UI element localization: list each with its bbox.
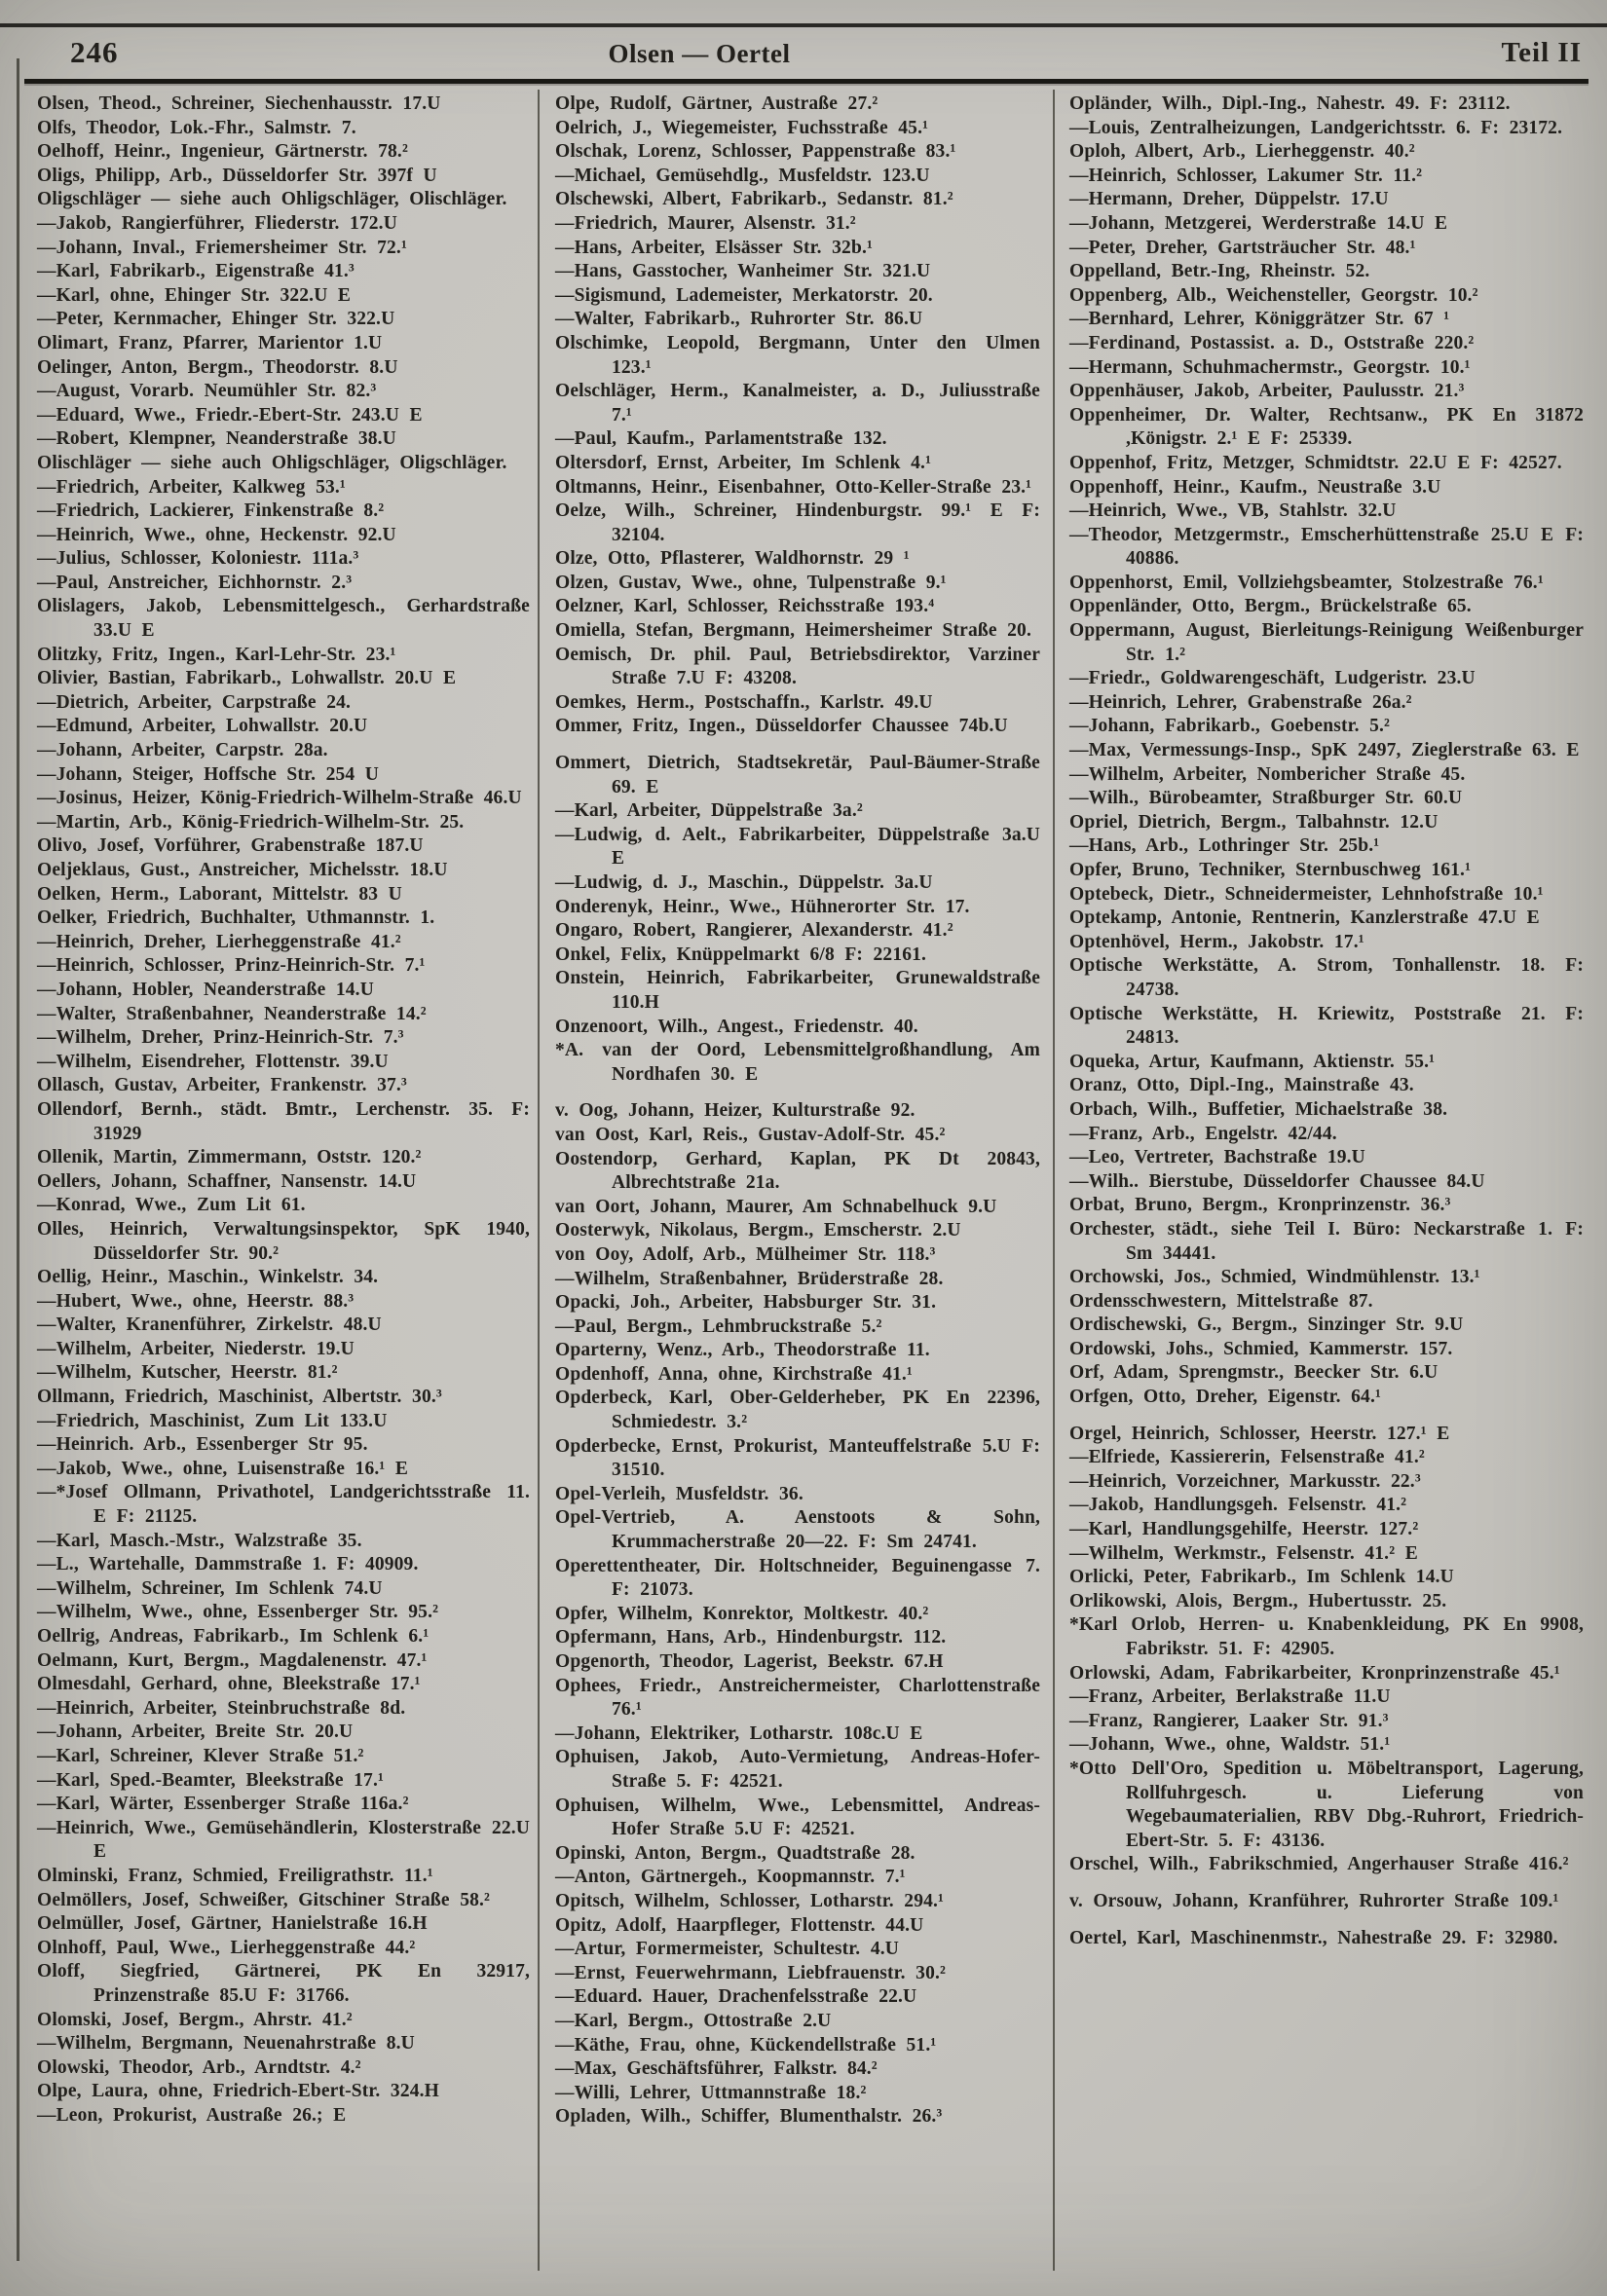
- directory-entry: —Hans, Arbeiter, Elsässer Str. 32b.¹: [555, 237, 873, 258]
- directory-entry: —Jakob, Rangierführer, Fliederstr. 172.U: [37, 212, 397, 234]
- directory-entry: Opderbeck, Karl, Ober-Gelderheber, PK En 22396, Schmiedestr. 3.²: [555, 1388, 1040, 1433]
- directory-entry: —Martin, Arb., König-Friedrich-Wilhelm-Str. 25.: [37, 811, 465, 833]
- directory-entry: Orlicki, Peter, Fabrikarb., Im Schlenk 14.U: [1069, 1567, 1454, 1588]
- directory-entry: Optekamp, Antonie, Rentnerin, Kanzlerstraße 47.U E: [1069, 907, 1540, 929]
- directory-entry: —Jakob, Wwe., ohne, Luisenstraße 16.¹ E: [37, 1458, 409, 1479]
- directory-entry: —Wilhelm, Werkmstr., Felsenstr. 41.² E: [1069, 1542, 1418, 1564]
- directory-entry: —Heinrich, Schlosser, Lakumer Str. 11.²: [1069, 165, 1423, 186]
- directory-entry: Oeljeklaus, Gust., Anstreicher, Michelsstr. 18.U: [37, 860, 448, 880]
- directory-entry: —Hubert, Wwe., ohne, Heerstr. 88.³: [37, 1290, 355, 1312]
- directory-entry: —Heinrich, Arbeiter, Steinbruchstraße 8d.: [37, 1697, 406, 1719]
- directory-entry: Olomski, Josef, Bergm., Ahrstr. 41.²: [37, 2009, 353, 2030]
- directory-entry: —Johann, Elektriker, Lotharstr. 108c.U E: [555, 1722, 923, 1744]
- directory-entry: —August, Vorarb. Neumühler Str. 82.³: [37, 381, 377, 402]
- directory-entry: Orgel, Heinrich, Schlosser, Heerstr. 127.¹ E: [1069, 1423, 1450, 1444]
- directory-entry: —Franz, Arb., Engelstr. 42/44.: [1069, 1123, 1337, 1144]
- directory-entry: —Heinrich, Lehrer, Grabenstraße 26a.²: [1069, 691, 1412, 713]
- directory-entry: von Ooy, Adolf, Arb., Mülheimer Str. 118.³: [555, 1243, 936, 1265]
- directory-entry: —Anton, Gärtnergeh., Koopmannstr. 7.¹: [555, 1867, 906, 1888]
- directory-entry: Oertel, Karl, Maschinenmstr., Nahestraße 29. F: 32980.: [1069, 1927, 1558, 1948]
- directory-entry: Oltersdorf, Ernst, Arbeiter, Im Schlenk 4.¹: [555, 452, 932, 473]
- directory-entry: Oosterwyk, Nikolaus, Bergm., Emscherstr. 2.U: [555, 1220, 961, 1241]
- directory-entry: Orschel, Wilh., Fabrikschmied, Angerhauser Straße 416.²: [1069, 1854, 1569, 1875]
- directory-entry: Orbach, Wilh., Buffetier, Michaelstraße 38.: [1069, 1098, 1448, 1120]
- directory-entry: Oligschläger — siehe auch Ohligschläger, Olischläger.: [37, 189, 507, 210]
- directory-entry: Oppenheimer, Dr. Walter, Rechtsanw., PK En 31872 ,Königstr. 2.¹ E F: 25339.: [1069, 404, 1584, 450]
- directory-entry: Opfermann, Hans, Arb., Hindenburgstr. 112.: [555, 1627, 947, 1648]
- directory-entry: Olpe, Rudolf, Gärtner, Austraße 27.²: [555, 93, 878, 114]
- directory-entry: —Franz, Arbeiter, Berlakstraße 11.U: [1069, 1686, 1391, 1708]
- page-number: 246: [70, 35, 119, 69]
- directory-entry: Ollmann, Friedrich, Maschinist, Albertstr. 30.³: [37, 1387, 442, 1408]
- directory-entry: Oelmüller, Josef, Gärtner, Hanielstraße 16.H: [37, 1913, 428, 1935]
- directory-entry: Oqueka, Artur, Kaufmann, Aktienstr. 55.¹: [1069, 1051, 1436, 1072]
- directory-entry: —Leo, Vertreter, Bachstraße 19.U: [1069, 1147, 1365, 1168]
- directory-entry: Olschimke, Leopold, Bergmann, Unter den Ulmen 123.¹: [555, 332, 1040, 378]
- directory-entry: Omiella, Stefan, Bergmann, Heimersheimer Straße 20.: [555, 620, 1031, 642]
- directory-entry: Olfs, Theodor, Lok.-Fhr., Salmstr. 7.: [37, 117, 356, 138]
- directory-entry: Olitzky, Fritz, Ingen., Karl-Lehr-Str. 23.¹: [37, 644, 396, 665]
- directory-entry: —Ferdinand, Postassist. a. D., Oststraße 220.²: [1069, 332, 1475, 353]
- directory-entry: Ommer, Fritz, Ingen., Düsseldorfer Chaussee 74b.U: [555, 716, 1008, 737]
- directory-entry: —Julius, Schlosser, Koloniestr. 111a.³: [37, 548, 359, 570]
- directory-entry: —Johann, Hobler, Neanderstraße 14.U: [37, 979, 374, 1000]
- directory-entry: —Wilhelm, Schreiner, Im Schlenk 74.U: [37, 1577, 383, 1599]
- directory-entry: Olnhoff, Paul, Wwe., Lierheggenstraße 44.²: [37, 1937, 416, 1958]
- directory-entry: —Hans, Arb., Lothringer Str. 25b.¹: [1069, 835, 1380, 857]
- directory-entry: Olschewski, Albert, Fabrikarb., Sedanstr. 81.²: [555, 189, 953, 210]
- directory-entry: —Leon, Prokurist, Austraße 26.; E: [37, 2104, 347, 2126]
- directory-entry: —Friedrich, Lackierer, Finkenstraße 8.²: [37, 500, 385, 522]
- directory-entry: —Karl, Masch.-Mstr., Walzstraße 35.: [37, 1530, 362, 1551]
- directory-entry: —Wilhelm, Arbeiter, Nombericher Straße 45.: [1069, 763, 1466, 785]
- directory-entry: —Edmund, Arbeiter, Lohwallstr. 20.U: [37, 716, 368, 737]
- directory-entry: —Wilhelm, Arbeiter, Niederstr. 19.U: [37, 1338, 355, 1359]
- directory-entry: Oloff, Siegfried, Gärtnerei, PK En 32917, Prinzenstraße 85.U F: 31766.: [37, 1961, 530, 2006]
- directory-entry: —Paul, Bergm., Lehmbruckstraße 5.²: [555, 1315, 882, 1337]
- directory-entry: —Sigismund, Lademeister, Merkatorstr. 20.: [555, 284, 933, 306]
- column-2: [555, 93, 1040, 2129]
- directory-entry: —Friedr., Goldwarengeschäft, Ludgeristr. 23.U: [1069, 668, 1476, 689]
- directory-entry: —Karl, Arbeiter, Düppelstraße 3a.²: [555, 800, 863, 822]
- directory-entry: —Hermann, Schuhmachermstr., Georgstr. 10.¹: [1069, 356, 1471, 378]
- directory-entry: —Johann, Fabrikarb., Goebenstr. 5.²: [1069, 716, 1391, 737]
- directory-entry: Ommert, Dietrich, Stadtsekretär, Paul-Bäumer-Straße 69. E: [555, 753, 1040, 797]
- directory-entry: Olischläger — siehe auch Ohligschläger, Oligschläger.: [37, 452, 507, 473]
- directory-entry: Oppermann, August, Bierleitungs-Reinigung Weißenburger Str. 1.²: [1069, 620, 1584, 665]
- directory-entry: Orbat, Bruno, Bergm., Kronprinzenstr. 36.³: [1069, 1195, 1451, 1216]
- left-margin-rule: [17, 58, 19, 2261]
- directory-entry: —Walter, Fabrikarb., Ruhrorter Str. 86.U: [555, 309, 923, 330]
- directory-entry: *Otto Dell'Oro, Spedition u. Möbeltransport, Lagerung, Rollfuhrgesch. u. Lieferung von Wegebaumaterialien, RBV Dbg.-Ruhrort, Friedrich-Ebert-Str. 5. F: 43136.: [1069, 1758, 1584, 1851]
- directory-entry: —Wilhelm, Bergmann, Neuenahrstraße 8.U: [37, 2033, 415, 2055]
- directory-entry: —Hans, Gasstocher, Wanheimer Str. 321.U: [555, 261, 931, 282]
- directory-entry: Oostendorp, Gerhard, Kaplan, PK Dt 20843, Albrechtstraße 21a.: [555, 1148, 1040, 1194]
- directory-entry: Oelschläger, Herm., Kanalmeister, a. D., Juliusstraße 7.¹: [555, 381, 1040, 426]
- directory-entry: —Hermann, Dreher, Düppelstr. 17.U: [1069, 189, 1389, 210]
- directory-entry: Onstein, Heinrich, Fabrikarbeiter, Grunewaldstraße 110.H: [555, 968, 1040, 1013]
- directory-entry: —Heinrich, Schlosser, Prinz-Heinrich-Str. 7.¹: [37, 955, 426, 977]
- column-divider-1: [538, 90, 540, 2271]
- directory-entry: —Dietrich, Arbeiter, Carpstraße 24.: [37, 691, 352, 713]
- directory-entry: —Ludwig, d. Aelt., Fabrikarbeiter, Düppelstraße 3a.U E: [555, 824, 1040, 870]
- directory-entry: —Karl, Bergm., Ottostraße 2.U: [555, 2010, 832, 2031]
- directory-entry: van Oort, Johann, Maurer, Am Schnabelhuck 9.U: [555, 1196, 997, 1217]
- directory-entry: Olpe, Laura, ohne, Friedrich-Ebert-Str. 324.H: [37, 2081, 439, 2102]
- directory-entry: Olsen, Theod., Schreiner, Siechenhausstr. 17.U: [37, 93, 441, 114]
- directory-entry: v. Orsouw, Johann, Kranführer, Ruhrorter Straße 109.¹: [1069, 1890, 1559, 1911]
- directory-entry: Opel-Verleih, Musfeldstr. 36.: [555, 1483, 804, 1504]
- directory-entry: Ongaro, Robert, Rangierer, Alexanderstr. 41.²: [555, 920, 953, 942]
- directory-entry: —Michael, Gemüsehdlg., Musfeldstr. 123.U: [555, 165, 930, 186]
- directory-entry: —Ernst, Feuerwehrmann, Liebfrauenstr. 30.²: [555, 1962, 946, 1983]
- directory-entry: Olivier, Bastian, Fabrikarb., Lohwallstr. 20.U E: [37, 668, 457, 689]
- directory-entry: Opacki, Joh., Arbeiter, Habsburger Str. 31.: [555, 1292, 937, 1314]
- directory-entry: —Josinus, Heizer, König-Friedrich-Wilhelm-Straße 46.U: [37, 788, 522, 809]
- directory-entry: Oltmanns, Heinr., Eisenbahner, Otto-Keller-Straße 23.¹: [555, 476, 1032, 498]
- directory-entry: Oellers, Johann, Schaffner, Nansenstr. 14.U: [37, 1170, 417, 1192]
- directory-entry: Oellig, Heinr., Maschin., Winkelstr. 34.: [37, 1267, 379, 1288]
- directory-entry: —Karl, Handlungsgehilfe, Heerstr. 127.²: [1069, 1519, 1419, 1540]
- column-gap: [1069, 1914, 1584, 1927]
- directory-entry: Olivo, Josef, Vorführer, Grabenstraße 187.U: [37, 835, 424, 857]
- directory-entry: Onderenyk, Heinr., Wwe., Hühnerorter Str. 17.: [555, 896, 970, 917]
- directory-entry: Opinski, Anton, Bergm., Quadtstraße 28.: [555, 1842, 916, 1864]
- directory-entry: Ophuisen, Wilhelm, Wwe., Lebensmittel, Andreas-Hofer Straße 5.U F: 42521.: [555, 1795, 1040, 1840]
- directory-entry: Opel-Vertrieb, A. Aenstoots & Sohn, Krummacherstraße 20—22. F: Sm 24741.: [555, 1507, 1040, 1553]
- directory-entry: Oemisch, Dr. phil. Paul, Betriebsdirektor, Varziner Straße 7.U F: 43208.: [555, 644, 1040, 689]
- directory-entry: —Wilhelm, Eisendreher, Flottenstr. 39.U: [37, 1051, 389, 1072]
- directory-entry: Orf, Adam, Sprengmstr., Beecker Str. 6.U: [1069, 1362, 1439, 1384]
- directory-entry: —Peter, Dreher, Gartsträucher Str. 48.¹: [1069, 237, 1416, 258]
- column-gap: [1069, 1877, 1584, 1890]
- directory-entry: Ordowski, Johs., Schmied, Kammerstr. 157.: [1069, 1338, 1453, 1359]
- column-divider-2: [1053, 90, 1055, 2271]
- directory-entry: —Karl, Schreiner, Klever Straße 51.²: [37, 1745, 364, 1766]
- directory-entry: —Eduard, Wwe., Friedr.-Ebert-Str. 243.U E: [37, 404, 423, 426]
- directory-entry: Onzenoort, Wilh., Angest., Friedenstr. 40.: [555, 1016, 918, 1037]
- directory-entry: Ollendorf, Bernh., städt. Bmtr., Lerchenstr. 35. F: 31929: [37, 1098, 530, 1144]
- directory-entry: —Artur, Formermeister, Schultestr. 4.U: [555, 1939, 899, 1960]
- directory-entry: Opländer, Wilh., Dipl.-Ing., Nahestr. 49. F: 23112.: [1069, 93, 1511, 114]
- directory-entry: Oppenländer, Otto, Bergm., Brückelstraße 65.: [1069, 596, 1472, 617]
- directory-entry: Olislagers, Jakob, Lebensmittelgesch., Gerhardstraße 33.U E: [37, 596, 530, 642]
- directory-entry: —Franz, Rangierer, Laaker Str. 91.³: [1069, 1710, 1389, 1731]
- directory-entry: —Heinrich, Wwe., VB, Stahlstr. 32.U: [1069, 500, 1397, 522]
- directory-entry: Oppelland, Betr.-Ing, Rheinstr. 52.: [1069, 261, 1370, 282]
- directory-entry: Opitz, Adolf, Haarpfleger, Flottenstr. 44.U: [555, 1914, 924, 1936]
- directory-entry: Olzen, Gustav, Wwe., ohne, Tulpenstraße 9.¹: [555, 572, 947, 593]
- column-3: [1069, 93, 1584, 1950]
- directory-entry: Olze, Otto, Pflasterer, Waldhornstr. 29 ¹: [555, 548, 910, 570]
- directory-entry: —Karl, Fabrikarb., Eigenstraße 41.³: [37, 261, 355, 282]
- directory-entry: Olmesdahl, Gerhard, ohne, Bleekstraße 17.¹: [37, 1674, 421, 1695]
- directory-entry: —Jakob, Handlungsgeh. Felsenstr. 41.²: [1069, 1495, 1407, 1516]
- directory-entry: Orlikowski, Alois, Bergm., Hubertusstr. 25.: [1069, 1590, 1447, 1611]
- directory-entry: —Peter, Kernmacher, Ehinger Str. 322.U: [37, 309, 395, 330]
- directory-entry: —Wilhelm, Kutscher, Heerstr. 81.²: [37, 1362, 338, 1384]
- directory-entry: —Johann, Arbeiter, Carpstr. 28a.: [37, 740, 328, 761]
- directory-entry: Orchester, städt., siehe Teil I. Büro: Neckarstraße 1. F: Sm 34441.: [1069, 1218, 1584, 1264]
- directory-entry: —Karl, ohne, Ehinger Str. 322.U E: [37, 284, 352, 306]
- directory-entry: —Konrad, Wwe., Zum Lit 61.: [37, 1195, 306, 1216]
- directory-entry: —Friedrich, Maschinist, Zum Lit 133.U: [37, 1410, 388, 1431]
- directory-entry: Optische Werkstätte, A. Strom, Tonhallenstr. 18. F: 24738.: [1069, 955, 1584, 1000]
- directory-entry: —Käthe, Frau, ohne, Kückendellstraße 51.¹: [555, 2034, 937, 2055]
- directory-entry: Ordensschwestern, Mittelstraße 87.: [1069, 1290, 1373, 1312]
- directory-entry: *Karl Orlob, Herren- u. Knabenkleidung, PK En 9908, Fabrikstr. 51. F: 42905.: [1069, 1614, 1584, 1659]
- column-1: [37, 93, 530, 2128]
- top-edge-line: [0, 23, 1607, 27]
- directory-entry: Oppenhoff, Heinr., Kaufm., Neustraße 3.U: [1069, 476, 1441, 498]
- directory-entry: —Johann, Inval., Friemersheimer Str. 72.¹: [37, 237, 407, 258]
- directory-entry: —Walter, Kranenführer, Zirkelstr. 48.U: [37, 1315, 382, 1336]
- directory-entry: —Wilh.. Bierstube, Düsseldorfer Chaussee 84.U: [1069, 1170, 1485, 1192]
- directory-entry: Oppenhäuser, Jakob, Arbeiter, Paulusstr. 21.³: [1069, 381, 1465, 402]
- directory-entry: Olschak, Lorenz, Schlosser, Pappenstraße 83.¹: [555, 141, 956, 163]
- directory-entry: Opladen, Wilh., Schiffer, Blumenthalstr. 26.³: [555, 2106, 943, 2128]
- directory-entry: v. Oog, Johann, Heizer, Kulturstraße 92.: [555, 1100, 916, 1122]
- directory-entry: —Karl, Wärter, Essenberger Straße 116a.²: [37, 1794, 409, 1815]
- directory-entry: Oelken, Herm., Laborant, Mittelstr. 83 U: [37, 883, 402, 905]
- directory-entry: —Robert, Klempner, Neanderstraße 38.U: [37, 428, 396, 450]
- directory-entry: Ophuisen, Jakob, Auto-Vermietung, Andreas-Hofer-Straße 5. F: 42521.: [555, 1747, 1040, 1792]
- directory-entry: —Heinrich, Wwe., ohne, Heckenstr. 92.U: [37, 524, 396, 545]
- directory-entry: —L., Wartehalle, Dammstraße 1. F: 40909.: [37, 1554, 419, 1575]
- part-label: Teil II: [1501, 37, 1582, 68]
- directory-entry: Oploh, Albert, Arb., Lierheggenstr. 40.²: [1069, 141, 1415, 163]
- directory-entry: Oppenhof, Fritz, Metzger, Schmidtstr. 22.U E F: 42527.: [1069, 452, 1562, 473]
- directory-entry: Opfer, Wilhelm, Konrektor, Moltkestr. 40.²: [555, 1603, 929, 1624]
- directory-entry: —Paul, Anstreicher, Eichhornstr. 2.³: [37, 572, 353, 593]
- directory-entry: —Johann, Metzgerei, Werderstraße 14.U E: [1069, 212, 1448, 234]
- directory-entry: —Max, Vermessungs-Insp., SpK 2497, Zieglerstraße 63. E: [1069, 740, 1580, 761]
- directory-entry: Oelze, Wilh., Schreiner, Hindenburgstr. 99.¹ E F: 32104.: [555, 500, 1040, 545]
- directory-entry: —Friedrich, Arbeiter, Kalkweg 53.¹: [37, 476, 346, 498]
- column-gap: [555, 1087, 1040, 1099]
- directory-entry: —Elfriede, Kassiererin, Felsenstraße 41.²: [1069, 1447, 1425, 1468]
- directory-entry: Oelrich, J., Wiegemeister, Fuchsstraße 45.¹: [555, 117, 929, 138]
- column-gap: [1069, 1410, 1584, 1423]
- directory-entry: van Oost, Karl, Reis., Gustav-Adolf-Str. 45.²: [555, 1124, 946, 1145]
- directory-entry: —Friedrich, Maurer, Alsenstr. 31.²: [555, 212, 856, 234]
- directory-entry: —Bernhard, Lehrer, Königgrätzer Str. 67 ¹: [1069, 309, 1450, 330]
- directory-entry: —Wilhelm, Wwe., ohne, Essenberger Str. 95.²: [37, 1602, 439, 1623]
- directory-entry: Oelhoff, Heinr., Ingenieur, Gärtnerstr. 78.²: [37, 141, 408, 163]
- directory-entry: Optenhövel, Herm., Jakobstr. 17.¹: [1069, 931, 1364, 952]
- directory-entry: —Theodor, Metzgermstr., Emscherhüttenstraße 25.U E F: 40886.: [1069, 524, 1584, 570]
- directory-entry: Opderbecke, Ernst, Prokurist, Manteuffelstraße 5.U F: 31510.: [555, 1435, 1040, 1481]
- directory-entry: Orlowski, Adam, Fabrikarbeiter, Kronprinzenstraße 45.¹: [1069, 1662, 1560, 1684]
- directory-entry: Onkel, Felix, Knüppelmarkt 6/8 F: 22161.: [555, 944, 927, 965]
- directory-entry: Opitsch, Wilhelm, Schlosser, Lotharstr. 294.¹: [555, 1890, 945, 1911]
- directory-entry: Orfgen, Otto, Dreher, Eigenstr. 64.¹: [1069, 1387, 1381, 1408]
- directory-entry: —Johann, Wwe., ohne, Waldstr. 51.¹: [1069, 1734, 1391, 1756]
- directory-entry: Opfer, Bruno, Techniker, Sternbuschweg 161.¹: [1069, 860, 1472, 880]
- directory-entry: —Max, Geschäftsführer, Falkstr. 84.²: [555, 2058, 878, 2080]
- directory-entry: Ollasch, Gustav, Arbeiter, Frankenstr. 37.³: [37, 1075, 407, 1096]
- directory-entry: Operettentheater, Dir. Holtschneider, Beguinengasse 7. F: 21073.: [555, 1555, 1040, 1601]
- directory-entry: —Eduard. Hauer, Drachenfelsstraße 22.U: [555, 1986, 917, 2008]
- directory-entry: —*Josef Ollmann, Privathotel, Landgerichtsstraße 11. E F: 21125.: [37, 1482, 530, 1528]
- directory-entry: —Heinrich, Wwe., Gemüsehändlerin, Klosterstraße 22.U E: [37, 1817, 530, 1863]
- directory-entry: Ollenik, Martin, Zimmermann, Oststr. 120.²: [37, 1147, 422, 1168]
- directory-entry: Olminski, Franz, Schmied, Freiligrathstr. 11.¹: [37, 1865, 433, 1886]
- directory-entry: —Heinrich, Vorzeichner, Markusstr. 22.³: [1069, 1470, 1421, 1492]
- directory-entry: Opdenhoff, Anna, ohne, Kirchstraße 41.¹: [555, 1363, 913, 1385]
- directory-entry: —Johann, Arbeiter, Breite Str. 20.U: [37, 1722, 354, 1743]
- directory-entry: —Louis, Zentralheizungen, Landgerichtsstr. 6. F: 23172.: [1069, 117, 1563, 138]
- directory-entry: Oelinger, Anton, Bergm., Theodorstr. 8.U: [37, 356, 398, 378]
- directory-entry: —Willi, Lehrer, Uttmannstraße 18.²: [555, 2082, 867, 2103]
- directory-entry: Ordischewski, G., Bergm., Sinzinger Str. 9.U: [1069, 1315, 1464, 1336]
- directory-entry: Oppenhorst, Emil, Vollziehgsbeamter, Stolzestraße 76.¹: [1069, 572, 1544, 593]
- directory-entry: Oparterny, Wenz., Arb., Theodorstraße 11.: [555, 1340, 930, 1361]
- directory-entry: Ophees, Friedr., Anstreichermeister, Charlottenstraße 76.¹: [555, 1675, 1040, 1721]
- directory-entry: Orchowski, Jos., Schmied, Windmühlenstr. 13.¹: [1069, 1267, 1480, 1288]
- directory-entry: —Ludwig, d. J., Maschin., Düppelstr. 3a.U: [555, 872, 933, 893]
- directory-entry: —Heinrich. Arb., Essenberger Str 95.: [37, 1434, 368, 1456]
- directory-entry: Oemkes, Herm., Postschaffn., Karlstr. 49.U: [555, 691, 933, 713]
- directory-entry: —Wilhelm, Dreher, Prinz-Heinrich-Str. 7.³: [37, 1027, 404, 1049]
- directory-entry: Oranz, Otto, Dipl.-Ing., Mainstraße 43.: [1069, 1075, 1414, 1096]
- directory-entry: Opgenorth, Theodor, Lagerist, Beekstr. 67.H: [555, 1651, 944, 1672]
- directory-entry: Optebeck, Dietr., Schneidermeister, Lehnhofstraße 10.¹: [1069, 883, 1544, 905]
- directory-entry: —Wilhelm, Straßenbahner, Brüderstraße 28.: [555, 1268, 944, 1289]
- directory-entry: —Wilh., Bürobeamter, Straßburger Str. 60.U: [1069, 788, 1463, 809]
- directory-entry: Oelker, Friedrich, Buchhalter, Uthmannstr. 1.: [37, 907, 435, 929]
- directory-entry: Opriel, Dietrich, Bergm., Talbahnstr. 12.U: [1069, 811, 1439, 833]
- directory-entry: Olimart, Franz, Pfarrer, Marientor 1.U: [37, 332, 383, 353]
- directory-entry: Olowski, Theodor, Arb., Arndtstr. 4.²: [37, 2056, 361, 2078]
- column-gap: [555, 739, 1040, 752]
- page-title: Olsen — Oertel: [608, 39, 791, 68]
- directory-entry: Oelmann, Kurt, Bergm., Magdalenenstr. 47.¹: [37, 1649, 428, 1671]
- directory-entry: *A. van der Oord, Lebensmittelgroßhandlung, Am Nordhafen 30. E: [555, 1040, 1040, 1085]
- directory-entry: —Walter, Straßenbahner, Neanderstraße 14.²: [37, 1003, 427, 1024]
- directory-entry: Oligs, Philipp, Arb., Düsseldorfer Str. 397f U: [37, 165, 437, 186]
- directory-entry: —Heinrich, Dreher, Lierheggenstraße 41.²: [37, 931, 401, 952]
- directory-entry: Olles, Heinrich, Verwaltungsinspektor, SpK 1940, Düsseldorfer Str. 90.²: [37, 1218, 530, 1264]
- directory-entry: Oellrig, Andreas, Fabrikarb., Im Schlenk 6.¹: [37, 1626, 430, 1647]
- directory-entry: Optische Werkstätte, H. Kriewitz, Poststraße 21. F: 24813.: [1069, 1003, 1584, 1049]
- header-rule: [24, 79, 1588, 84]
- directory-entry: —Karl, Sped.-Beamter, Bleekstraße 17.¹: [37, 1769, 384, 1791]
- directory-entry: Oppenberg, Alb., Weichensteller, Georgstr. 10.²: [1069, 284, 1478, 306]
- directory-entry: Oelmöllers, Josef, Schweißer, Gitschiner Straße 58.²: [37, 1889, 491, 1910]
- directory-entry: —Paul, Kaufm., Parlamentstraße 132.: [555, 428, 887, 450]
- directory-entry: Oelzner, Karl, Schlosser, Reichsstraße 193.⁴: [555, 596, 935, 617]
- directory-entry: —Johann, Steiger, Hoffsche Str. 254 U: [37, 763, 380, 785]
